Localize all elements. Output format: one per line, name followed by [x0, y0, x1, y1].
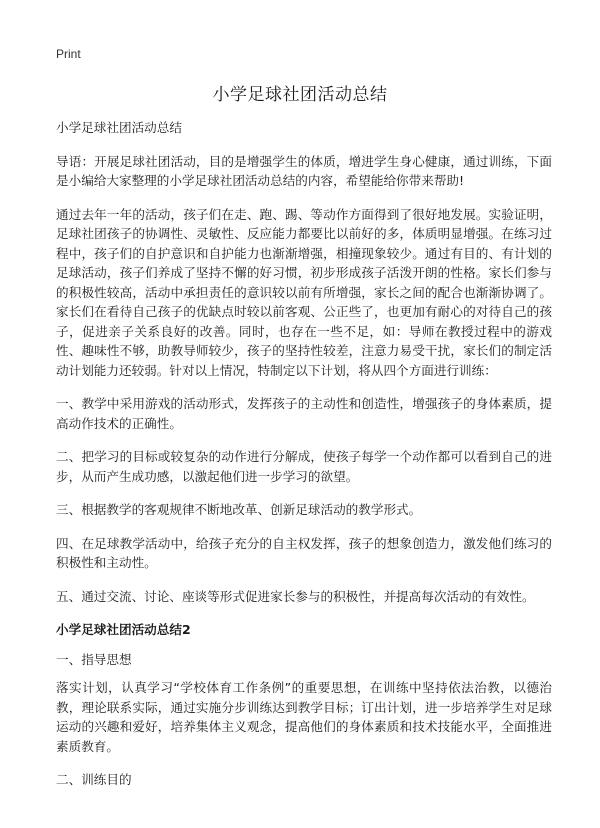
list-item: 一、教学中采用游戏的活动形式，发挥孩子的主动性和创造性，增强孩子的身体素质，提高动作技术的正确性。 — [56, 396, 552, 431]
section-paragraph: 落实计划，认真学习“学校体育工作条例”的重要思想，在训练中坚持依法治教，以德治教，理论联系实际，通过实施分步训练达到教学目标；订出计划，进一步培养学生对足球运动的兴趣和爱好，培养集体主义观念，提高他们的身体素质和技术技能水平，全面推进素质教育。 — [56, 680, 552, 754]
list-item: 四、在足球教学活动中，给孩子充分的自主权发挥，孩子的想象创造力，激发他们练习的积极性和主动性。 — [56, 535, 552, 570]
document-title: 小学足球社团活动总结 — [212, 85, 388, 105]
section-subheading: 二、训练目的 — [56, 772, 132, 787]
document-body — [56, 118, 552, 804]
document-subtitle: 小学足球社团活动总结 — [56, 120, 182, 135]
print-link[interactable]: Print — [56, 47, 81, 61]
list-item: 五、通过交流、讨论、座谈等形式促进家长参与的积极性，并提高每次活动的有效性。 — [56, 588, 535, 604]
list-item: 二、把学习的目标或较复杂的动作进行分解成，使孩子每学一个动作都可以看到自己的进步，从而产生成功感，以激起他们进一步学习的欲望。 — [56, 449, 552, 484]
section-subheading: 一、指导思想 — [56, 651, 132, 667]
intro-paragraph: 导语：开展足球社团活动，目的是增强学生的体质，增进学生身心健康，通过训练，下面是小编给大家整理的小学足球社团活动总结的内容，希望能给你带来帮助! — [56, 153, 552, 188]
section-heading: 小学足球社团活动总结2 — [56, 622, 191, 637]
list-item: 三、根据教学的客观规律不断地改革、创新足球活动的教学形式。 — [56, 502, 422, 517]
body-paragraph: 通过去年一年的活动，孩子们在走、跑、踢、等动作方面得到了很好地发展。实验证明，足球社团孩子的协调性、灵敏性、反应能力都要比以前好的多，体质明显增强。在练习过程中，孩子们的自护意识和自护能力也渐渐增强，相撞现象较少。通过有目的、有计划的足球活动，孩子们养成了坚持不懈的好习惯，初步形成孩子活泼开朗的性格。家长们参与的积极性较高，活动中承担责任的意识较以前有所增强，家长之间的配合也渐渐协调了。家长们在看待自己孩子的优缺点时较以前客观、公正些了，也更加有耐心的对待自己的孩子，促进亲子关系良好的改善。同时，也存在一些不足，如：导师在教授过程中的游戏性、趣味性不够，助教导师较少，孩子的坚持性较差，注意力易受干扰，家长们的制定活动计划能力还较弱。针对以上情况，特制定以下计划，将从四个方面进行训练： — [56, 206, 552, 378]
